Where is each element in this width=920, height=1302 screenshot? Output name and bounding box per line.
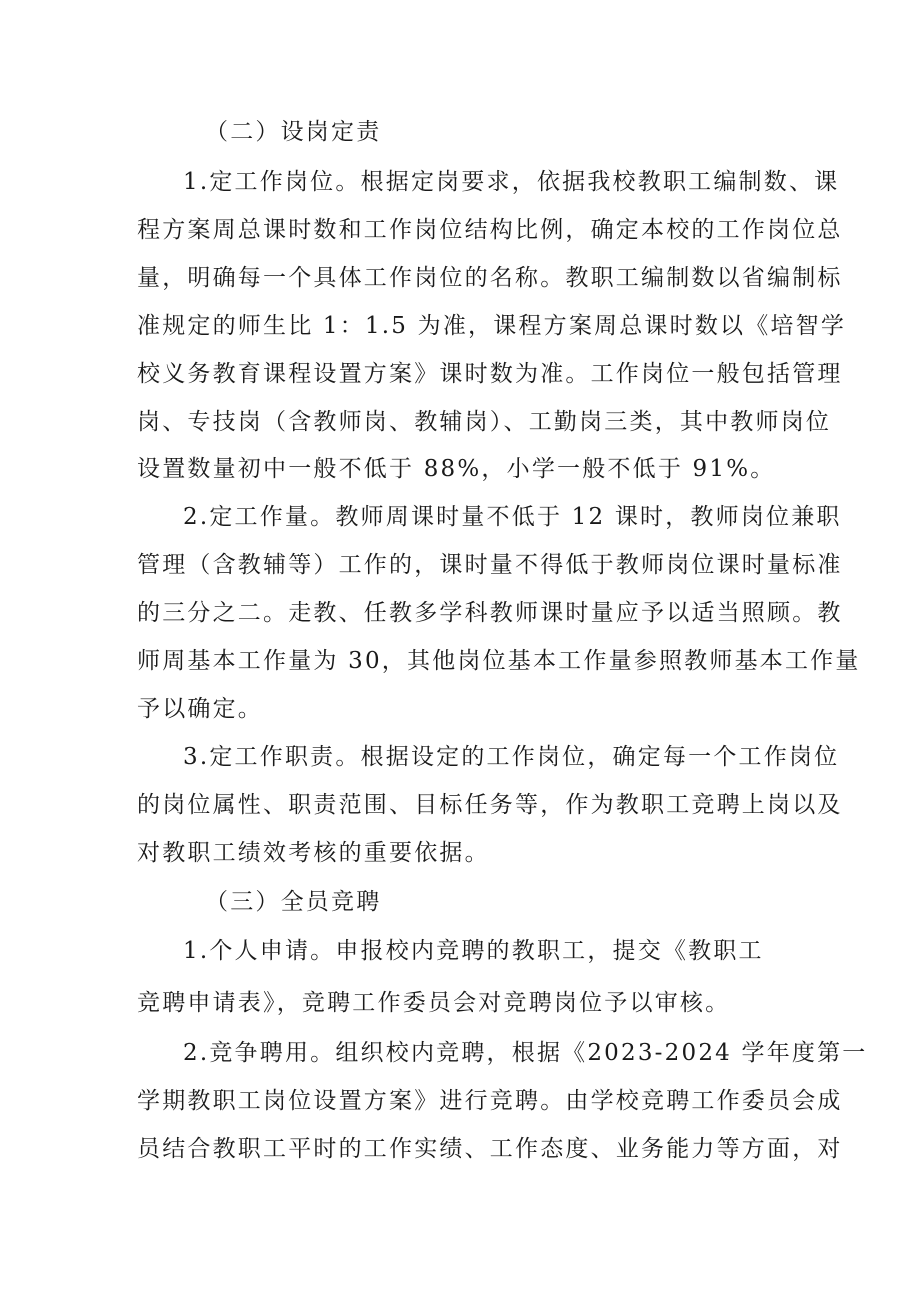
paragraph-line: 程方案周总课时数和工作岗位结构比例，确定本校的工作岗位总 [137,217,843,243]
paragraph-line: 予以确定。 [137,696,263,722]
paragraph-line: 1.定工作岗位。根据定岗要求，依据我校教职工编制数、课 [183,169,840,195]
paragraph-line: 师周基本工作量为 30，其他岗位基本工作量参照教师基本工作量 [137,648,861,674]
paragraph-line: 员结合教职工平时的工作实绩、工作态度、业务能力等方面，对 [137,1136,843,1162]
paragraph-line: 2.定工作量。教师周课时量不低于 12 课时，教师岗位兼职 [183,504,842,530]
paragraph-line: 量，明确每一个具体工作岗位的名称。教职工编制数以省编制标 [137,265,843,291]
paragraph-line: 学期教职工岗位设置方案》进行竞聘。由学校竞聘工作委员会成 [137,1088,843,1114]
paragraph-line: 2.竞争聘用。组织校内竞聘，根据《2023-2024 学年度第一 [183,1040,868,1066]
paragraph-line: 设置数量初中一般不低于 88%，小学一般不低于 91%。 [137,456,776,482]
paragraph-line: 的三分之二。走教、任教多学科教师课时量应予以适当照顾。教 [137,600,843,626]
section-two-heading: （二）设岗定责 [205,119,382,145]
paragraph-line: 对教职工绩效考核的重要依据。 [137,840,490,866]
paragraph-line: 竞聘申请表》，竞聘工作委员会对竞聘岗位予以审核。 [137,990,731,1016]
paragraph-line: 3.定工作职责。根据设定的工作岗位，确定每一个工作岗位 [183,744,840,770]
paragraph-line: 的岗位属性、职责范围、目标任务等，作为教职工竞聘上岗以及 [137,792,843,818]
paragraph-line: 1.个人申请。申报校内竞聘的教职工，提交《教职工 [183,938,764,964]
paragraph-line: 管理（含教辅等）工作的，课时量不得低于教师岗位课时量标准 [137,552,843,578]
paragraph-line: 准规定的师生比 1：1.5 为准，课程方案周总课时数以《培智学 [137,313,847,339]
section-three-heading: （三）全员竞聘 [205,889,382,915]
paragraph-line: 校义务教育课程设置方案》课时数为准。工作岗位一般包括管理 [137,361,843,387]
paragraph-line: 岗、专技岗（含教师岗、教辅岗）、工勤岗三类，其中教师岗位 [137,409,832,435]
